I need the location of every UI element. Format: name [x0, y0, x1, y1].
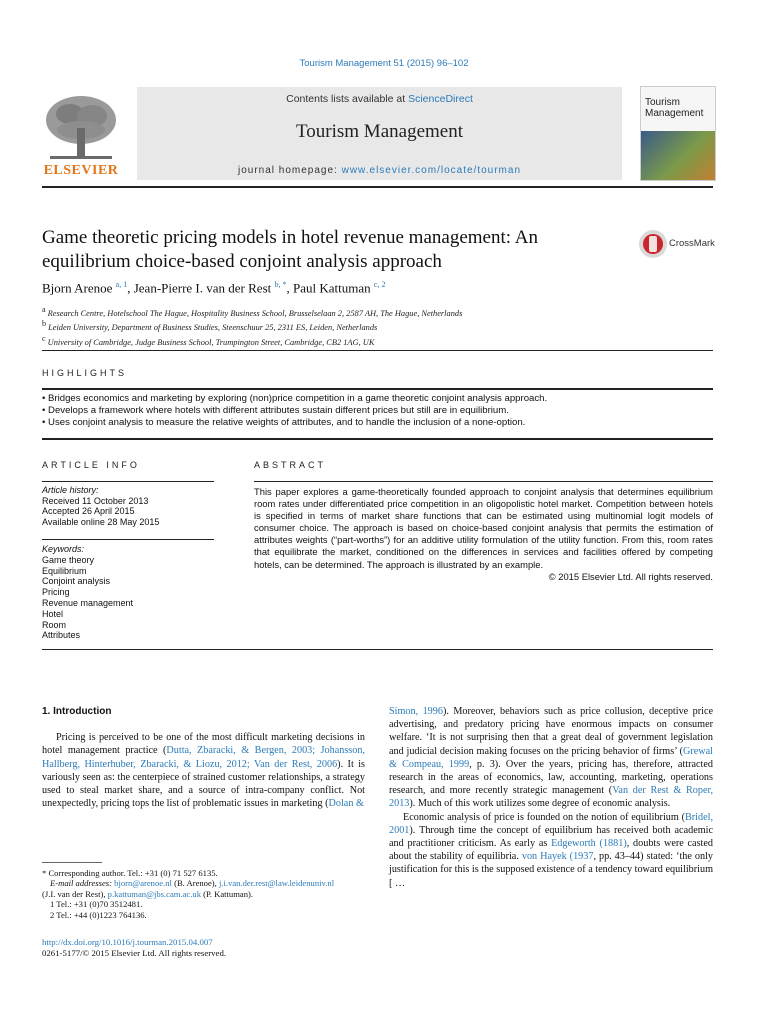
- section-heading: 1. Introduction: [42, 706, 112, 717]
- doi-link[interactable]: http://dx.doi.org/10.1016/j.tourman.2015.04.007: [42, 937, 213, 947]
- divider: [42, 649, 713, 650]
- journal-name: Tourism Management: [296, 121, 463, 142]
- abstract-text: This paper explores a game-theoretically founded approach to conjoint analysis that determines equilibrium room rates under differentiated price competition in an oligopolistic hotel market. Competition between hotels is specified in terms of market share functions that can be estimated using multinomial logit models of consumer choice. The approach is based on choice-based conjoint analysis that permits the estimation of attributes weights (“part-worths”) for an additive utility formulation of the utility function. From this, room rates that equilibrate the market, conditioned on the differences in services and facilities offered by competing hotels, can be determined. The approach is illustrated by an example.: [254, 486, 713, 570]
- citation-link[interactable]: Van der Rest & Roper, 2013: [389, 785, 714, 810]
- keywords: Keywords: Game theory Equilibrium Conjoint analysis Pricing Revenue management Hotel Room Attributes: [42, 544, 134, 641]
- highlight-item: • Uses conjoint analysis to measure the relative weights of attributes, and to handle the inclusion of a none-option.: [42, 417, 526, 429]
- keyword: Game theory: [42, 554, 95, 565]
- paragraph: Pricing is perceived to be one of the most difficult marketing decisions in hotel management practice (Dutta, Zbaracki, & Bergen, 2003; Johansson, Hallberg, Hinterhuber, Zbaracki, & Liozu, 2012; Van der Rest, 2006). It is variously seen as: the centerpiece of strained customer relationships, a strategy used to steal market share, and a source of intra-company conflict. Not unexpectedly, pricing tops the list of problematic issues in marketing (Dolan &: [42, 732, 365, 810]
- elsevier-wordmark: ELSEVIER: [43, 163, 119, 178]
- citation-link[interactable]: Simon, 1996: [389, 706, 443, 717]
- author-name[interactable]: Bjorn Arenoe: [42, 280, 113, 296]
- body-column-left: [42, 705, 365, 810]
- footnote: E-mail addresses: bjorn@arenoe.nl (B. Arenoe), j.i.van.der.rest@law.leidenuniv.nl: [50, 878, 335, 889]
- article-history: Article history: Received 11 October 2013 Accepted 26 April 2015 Available online 28 May 2015: [42, 485, 160, 527]
- email-link[interactable]: bjorn@arenoe.nl: [114, 878, 172, 889]
- affiliations: [42, 305, 462, 348]
- citation-link[interactable]: Bridel, 2001: [389, 811, 713, 836]
- body-column-right: [389, 705, 713, 890]
- divider: [42, 438, 713, 440]
- elsevier-logo: [40, 90, 122, 180]
- abstract-heading: ABSTRACT: [254, 460, 327, 470]
- divider: [42, 481, 214, 482]
- crossmark-icon: [638, 229, 668, 259]
- divider: [42, 539, 214, 540]
- citation-link[interactable]: Dolan &: [328, 798, 364, 810]
- footnote: 2 Tel.: +44 (0)1223 764136.: [50, 909, 147, 920]
- author-list: Bjorn Arenoe $^{a, 1}$, Jean-Pierre I. van der Rest $^{b, *}$, Paul Kattuman $^{c, 2}$: [42, 280, 386, 296]
- crossmark-badge[interactable]: [638, 229, 718, 259]
- cover-image: [641, 131, 715, 180]
- keyword: Room: [42, 619, 67, 630]
- author-affil-mark[interactable]: c, 2: [373, 280, 386, 289]
- journal-homepage: journal homepage: www.elsevier.com/locate/tourman: [237, 165, 522, 176]
- highlights-heading: HIGHLIGHTS: [42, 368, 128, 378]
- keyword: Conjoint analysis: [42, 576, 111, 587]
- paragraph: Economic analysis of price is founded on the notion of equilibrium (Bridel, 2001). Through time the concept of equilibrium has received both academic and practitioner criticism. As early as Edgeworth (1881), doubts were casted about the stability of equilibria. von Hayek (1937, pp. 43–44) stated: ‘the only justification for this is the supposed existence of a tendency toward equilibrium [ …: [389, 811, 714, 889]
- footnotes: [42, 868, 372, 920]
- highlight-item: • Bridges economics and marketing by exploring (non)price competition in a game theoretic conjoint analysis approach.: [42, 393, 548, 404]
- highlight-item: • Develops a framework where hotels with different attributes sustain different prices but still are in equilibrium.: [42, 405, 509, 417]
- author-name[interactable]: Paul Kattuman: [293, 280, 371, 296]
- email-link[interactable]: j.i.van.der.rest@law.leidenuniv.nl: [218, 878, 335, 889]
- affiliation: $^c$ University of Cambridge, Judge Business School, Trumpington Street, Cambridge, CB2 1AG, UK: [42, 333, 375, 347]
- footnote: (J.I. van der Rest), p.kattuman@jbs.cam.ac.uk (P. Kattuman).: [42, 888, 254, 899]
- affiliation: $^b$ Leiden University, Department of Business Studies, Steenschuur 25, 2311 ES, Leiden, Netherlands: [42, 319, 378, 333]
- author-affil-mark[interactable]: b, *: [274, 280, 287, 289]
- article-title: Game theoretic pricing models in hotel revenue management: An equilibrium choice-based conjoint analysis approach: [42, 227, 538, 272]
- citation-link[interactable]: Dutta, Zbaracki, & Bergen, 2003; Johansson, Hallberg, Hinterhuber, Zbaracki, & Liozu, 2012; Van der Rest, 2006: [42, 745, 365, 770]
- author-name[interactable]: Jean-Pierre I. van der Rest: [133, 280, 272, 296]
- keyword: Hotel: [42, 608, 64, 619]
- divider: [42, 350, 713, 351]
- cover-title: Tourism Management: [645, 97, 704, 119]
- contents-line: Contents lists available at ScienceDirect: [286, 93, 473, 105]
- keyword: Revenue management: [42, 597, 134, 608]
- citation-link[interactable]: von Hayek (1937: [521, 851, 594, 863]
- highlights-list: [42, 393, 547, 430]
- email-link[interactable]: p.kattuman@jbs.cam.ac.uk: [107, 888, 201, 899]
- footnote: * Corresponding author. Tel.: +31 (0) 71 527 6135.: [42, 868, 218, 878]
- citation-link[interactable]: Edgeworth (1881): [551, 838, 627, 850]
- crossmark-label: CrossMark: [669, 238, 715, 249]
- sciencedirect-link[interactable]: ScienceDirect: [408, 93, 473, 105]
- divider: [254, 481, 713, 482]
- paragraph: Simon, 1996). Moreover, behaviors such as price collusion, deceptive price advertising, and predatory pricing have enormous impacts on consumer welfare. ‘It is not surprising then that a great deal of government legislation and judicial decision making focuses on the pricing behavior of firms’ (Grewal & Compeau, 1999, p. 3). Over the years, pricing has, therefore, attracted research in the areas of economics, law, accounting, marketing, operations research, and more recently strategic management (Van der Rest & Roper, 2013). Much of this work utilizes some degree of economic analysis.: [389, 706, 714, 810]
- keyword: Equilibrium: [42, 565, 87, 576]
- affiliation: $^a$ Research Centre, Hotelschool The Hague, Hospitality Business School, Brusselselaan 2, 2587 AH, The Hague, Netherlands: [42, 305, 463, 318]
- doi-block: [42, 937, 226, 959]
- header-rule: [42, 186, 713, 188]
- article-info-heading: ARTICLE INFO: [42, 460, 140, 470]
- footnote: 1 Tel.: +31 (0)70 3512481.: [50, 899, 143, 910]
- author-affil-mark[interactable]: a, 1: [115, 280, 128, 289]
- homepage-link[interactable]: www.elsevier.com/locate/tourman: [341, 165, 522, 176]
- citation-link[interactable]: Grewal & Compeau, 1999: [389, 745, 713, 770]
- divider: [42, 388, 713, 390]
- journal-cover[interactable]: [640, 86, 716, 181]
- journal-citation[interactable]: Tourism Management 51 (2015) 96–102: [299, 58, 469, 69]
- abstract-copyright: © 2015 Elsevier Ltd. All rights reserved.: [548, 571, 713, 582]
- keyword: Attributes: [42, 630, 81, 641]
- footnote-rule: [42, 862, 102, 863]
- issn-line: 0261-5177/© 2015 Elsevier Ltd. All rights reserved.: [42, 948, 227, 958]
- keyword: Pricing: [42, 587, 70, 598]
